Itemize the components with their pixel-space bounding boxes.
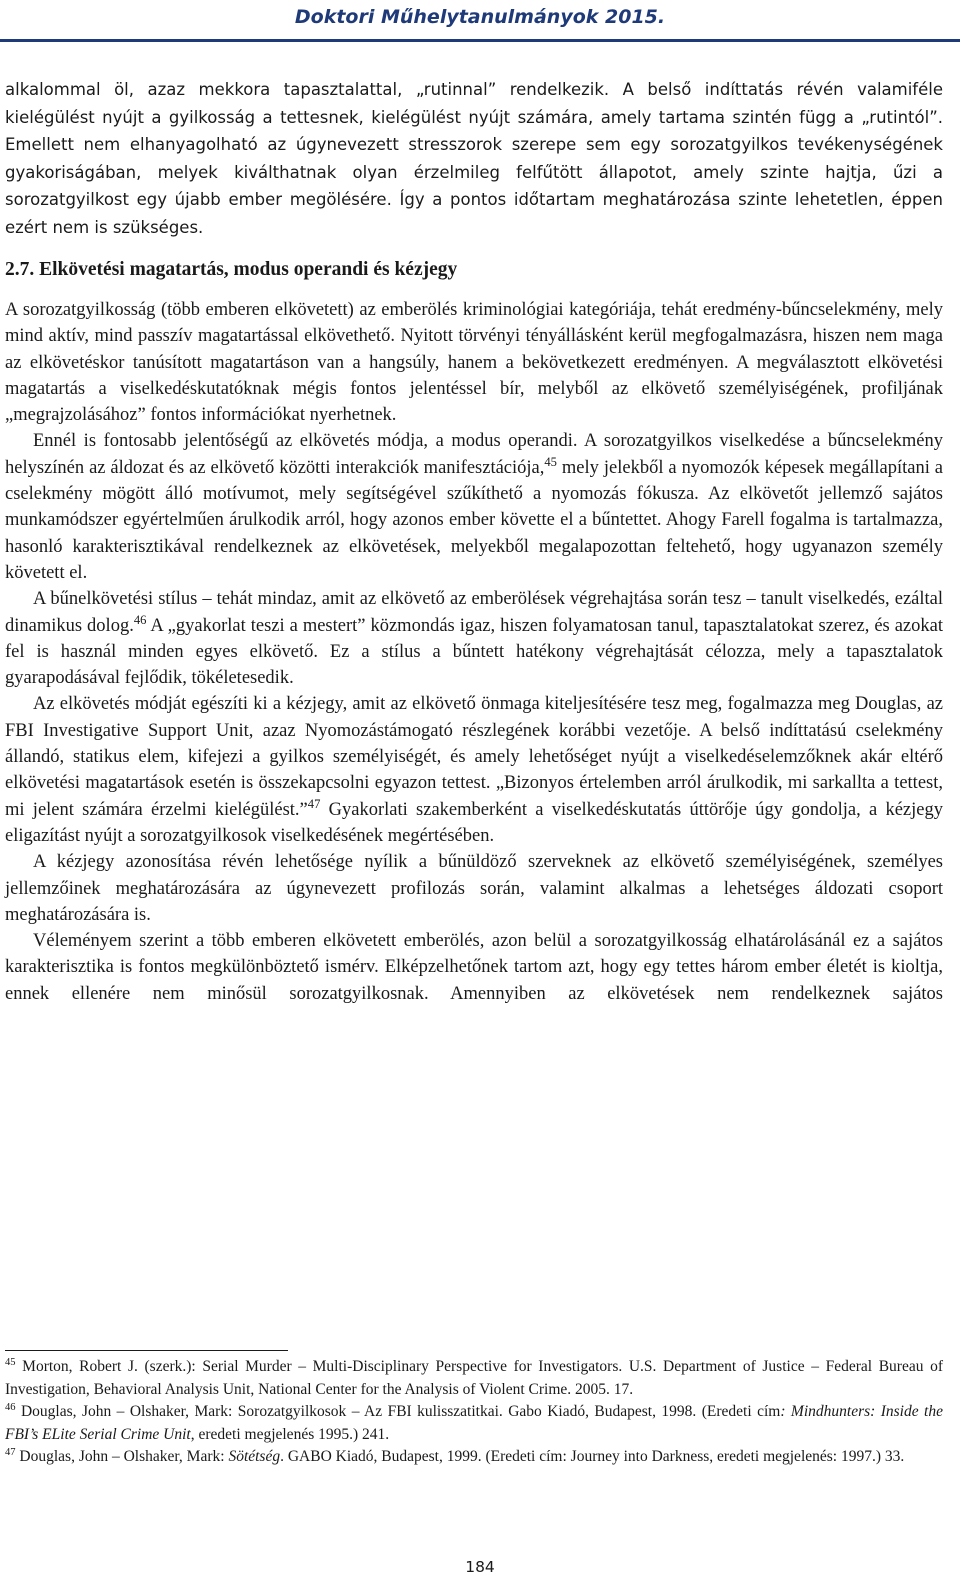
footnote-45-text: Morton, Robert J. (szerk.): Serial Murder – Multi-Disciplinary Perspective for Investigators. U.S. Department of Justice – Federal Bureau of Investigation, Behavioral Analysis Unit, National Center for the Analysis of Violent Crime. 2005. 17. — [5, 1358, 943, 1398]
paragraph-5: A kézjegy azonosítása révén lehetősége nyílik a bűnüldöző szerveknek az elkövető személyiségének, személyes jellemzőinek meghatározására az úgynevezett profilozás során, valamint alkalmas a lehetséges áldozati csoport meghatározására is. — [5, 852, 943, 925]
footnote-46 — [5, 1401, 943, 1446]
footnote-46-text-a: Douglas, John – Olshaker, Mark: Sorozatgyilkosok – Az FBI kulisszatitkai. Gabo Kiadó, Budapest, 1998. (Eredeti cím — [15, 1403, 781, 1420]
paragraph-2 — [5, 428, 943, 586]
footnote-46-title: : Mindhunters: Inside the FBI’s ELite Serial Crime Unit — [5, 1403, 943, 1443]
section-heading: 2.7. Elkövetési magatartás, modus operandi és kézjegy — [5, 259, 458, 280]
footnote-number-46: 46 — [5, 1401, 16, 1413]
paragraph-4-text-b: Gyakorlati szakemberként a viselkedéskutatás úttörője úgy gondolja, a kézjegy eligazítást nyújt a sorozatgyilkosok viselkedésének megértésében. — [5, 799, 943, 846]
footnote-ref-45[interactable]: 45 — [544, 454, 557, 469]
paragraph-3-text-a: A bűnelkövetési stílus – tehát mindaz, amit az elkövető az emberölések végrehajtása során tesz – tanult viselkedés, ezáltal dinamikus dolog. — [5, 589, 943, 636]
footnote-ref-47[interactable]: 47 — [307, 796, 321, 811]
header-rule — [0, 39, 960, 42]
intro-paragraph: alkalommal öl, azaz mekkora tapasztalattal, „rutinnal” rendelkezik. A belső indíttatás révén valamiféle kielégülést nyújt a gyilkosság a tettesnek, kielégülést nyújt számára, amely tartama szintén függ a „rutintól”. Emellett nem elhanyagolható az úgynevezett stresszorok szerepe sem egy sorozatgyilkos tevékenységének gyakoriságában, melyek kiválthatnak olyan érzelmileg felfűtött állapotot, amely szinte hajtja, űzi a sorozatgyilkost egy újabb ember megölésére. Így a pontos időtartam meghatározása szinte lehetetlen, éppen ezért nem is szükséges. — [5, 80, 943, 237]
paragraph-4 — [5, 691, 943, 849]
footnote-45 — [5, 1356, 943, 1401]
footnote-47-text-a: Douglas, John – Olshaker, Mark: — [15, 1448, 229, 1465]
paragraph-6: Véleményem szerint a több emberen elkövetett emberölés, azon belül a sorozatgyilkosság elhatárolásánál ez a sajátos karakterisztika is fontos megkülönböztető ismérv. Elképzelhetőnek tartom azt, hogy egy tettes három ember életét is kioltja, ennek ellenére nem minősül sorozatgyilkosnak. Amennyiben az elkövetések nem rendelkeznek sajátos — [5, 931, 943, 1004]
footnote-number-47: 47 — [5, 1446, 16, 1458]
paragraph-2-text-a: Ennél is fontosabb jelentőségű az elkövetés módja, a modus operandi. A sorozatgyilkos viselkedése a bűncselekmény helyszínén az áldozat és az elkövető közötti interakciók manifesztációja, — [5, 431, 943, 478]
footnotes — [5, 1356, 943, 1469]
paragraph-4-text-a: Az elkövetés módját egészíti ki a kézjegy, amit az elkövető önmaga kiteljesítésére tesz meg, fogalmazza meg Douglas, az FBI Investigative Support Unit, azaz Nyomozástámogató részlegének korábbi vezetője. A belső indíttatású cselekmény állandó, statikus elem, kifejezi a gyilkos személyiségét, és amely lehetőséget nyújt a viselkedéselemzőknek akár eltérő elkövetési magatartások esetén is összekapcsolni egyazon tettest. „Bizonyos értelemben arról árulkodik, mi sarkallta a tettest, mi jelent számára érzelmi kielégülést.” — [5, 694, 943, 820]
paragraph-2-text-b: mely jelekből a nyomozók képesek megállapítani a cselekmény mögött álló motívumot, mely segítségével szűkíthető a nyomozás fókusza. Az elkövetőt jellemző sajátos munkamódszer egyértelműen árulkodik arról, hogy azonos ember követte el a bűntettet. Ahogy Farell fogalma is tartalmazza, hasonló karakterisztikával rendelkeznek az elkövetések, melyekből megalapozottan feltehető, hogy ugyanazon személy követett el. — [5, 457, 943, 583]
footnote-47-text-b: . GABO Kiadó, Budapest, 1999. (Eredeti cím: Journey into Darkness, eredeti megjelenés: 1997.) 33. — [280, 1448, 905, 1465]
paragraph-3-text-b: A „gyakorlat teszi a mestert” közmondás igaz, hiszen folyamatosan tanul, tapasztalatokat szerez, és azokat fel is használ minden egyes elkövető. Ez a stílus a bűntett hatékony végrehajtását célozza, mely a tapasztalatok gyarapodásával fejlődik, tökéletesedik. — [5, 615, 943, 689]
footnote-46-text-b: , eredeti megjelenés 1995.) 241. — [190, 1425, 390, 1443]
footnote-ref-46[interactable]: 46 — [133, 612, 147, 627]
footnote-47-title: Sötétség — [228, 1448, 281, 1465]
paragraph-1: A sorozatgyilkosság (több emberen elkövetett) az emberölés kriminológiai kategóriája, tehát eredmény-bűncselekmény, mely mind aktív, mind passzív magatartással elkövethető. Nyitott törvényi tényállásként kerül megfogalmazásra, hiszen nem maga az elkövetéskor tanúsított magatartáson van a hangsúly, hanem a bekövetkezett eredményen. A megválasztott elkövetési magatartás a viselkedéskutatóknak mégis fontos jelentéssel bír, melyből az elkövető személyiségének, profiljának „megrajzolásához” fontos információkat nyerhetnek. — [5, 300, 943, 426]
footnote-number-45: 45 — [5, 1356, 16, 1368]
page-number: 184 — [465, 1558, 495, 1576]
footnote-47 — [5, 1446, 943, 1469]
footnote-separator — [5, 1350, 288, 1351]
page-body — [5, 76, 943, 1007]
paragraph-3 — [5, 586, 943, 691]
running-header: Doktori Műhelytanulmányok 2015. — [294, 6, 666, 28]
